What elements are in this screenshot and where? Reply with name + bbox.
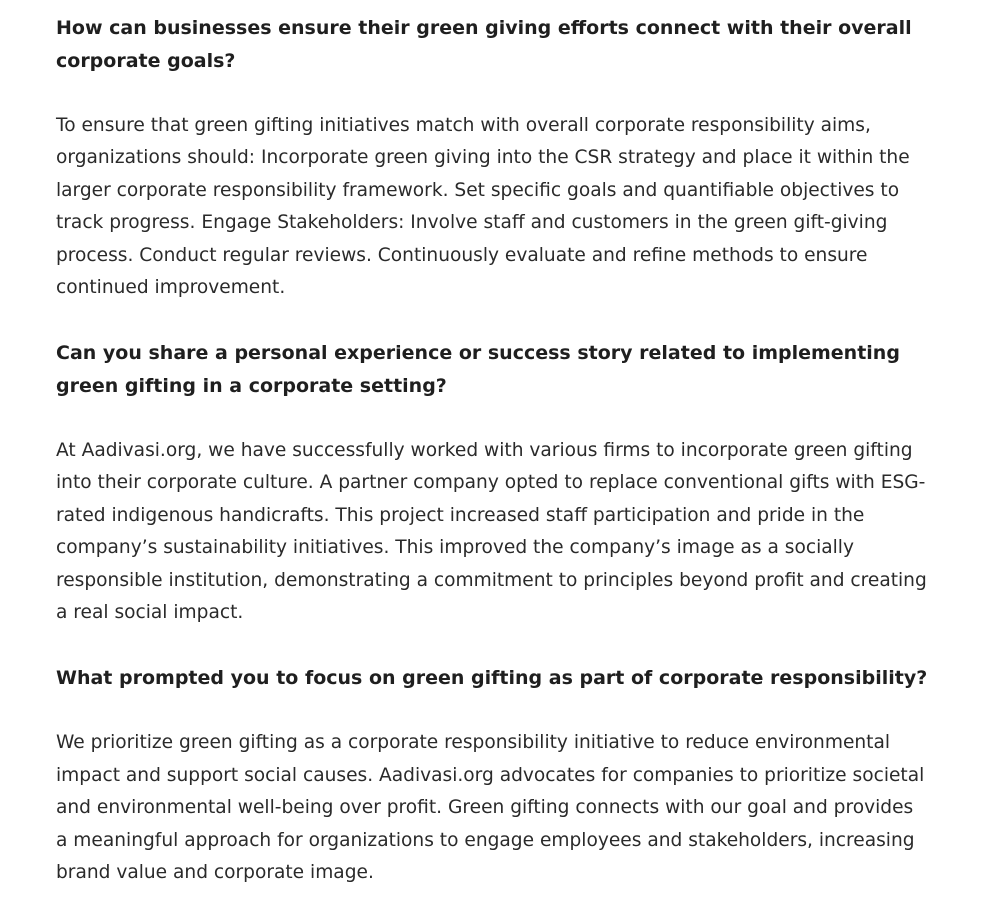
spacer: [56, 305, 928, 338]
faq-question: What prompted you to focus on green gifting as part of corporate responsibility?: [56, 667, 928, 689]
faq-answer: We prioritize green gifting as a corporate responsibility initiative to reduce environmental impact and support social causes. Aadivasi.org advocates for companies to prioritize societal and environmental well-being over profit. Green gifting connects with our goal and provides a meaningful approach for organizations to engage employees and stakeholders, increasing brand value and corporate image.: [56, 732, 925, 883]
spacer: [56, 402, 928, 435]
spacer: [56, 630, 928, 663]
spacer: [56, 695, 928, 728]
faq-answer: At Aadivasi.org, we have successfully worked with various firms to incorporate green gifting into their corporate culture. A partner company opted to replace conventional gifts with ESG-rated indigenous handicrafts. This project increased staff participation and pride in the company’s sustainability initiatives. This improved the company’s image as a socially responsible institution, demonstrating a commitment to principles beyond profit and creating a real social impact.: [56, 439, 927, 623]
faq-question: Can you share a personal experience or success story related to implementing green gifting in a corporate setting?: [56, 342, 900, 397]
spacer: [56, 77, 928, 110]
faq-question: How can businesses ensure their green giving efforts connect with their overall corporate goals?: [56, 17, 912, 72]
faq-answer: To ensure that green gifting initiatives match with overall corporate responsibility aims, organizations should: Incorporate green giving into the CSR strategy and place it within the larger corporate responsibility framework. Set specific goals and quantifiable objectives to track progress. Engage Stakeholders: Involve staff and customers in the green gift-giving process. Conduct regular reviews. Continuously evaluate and refine methods to ensure continued improvement.: [56, 114, 910, 298]
